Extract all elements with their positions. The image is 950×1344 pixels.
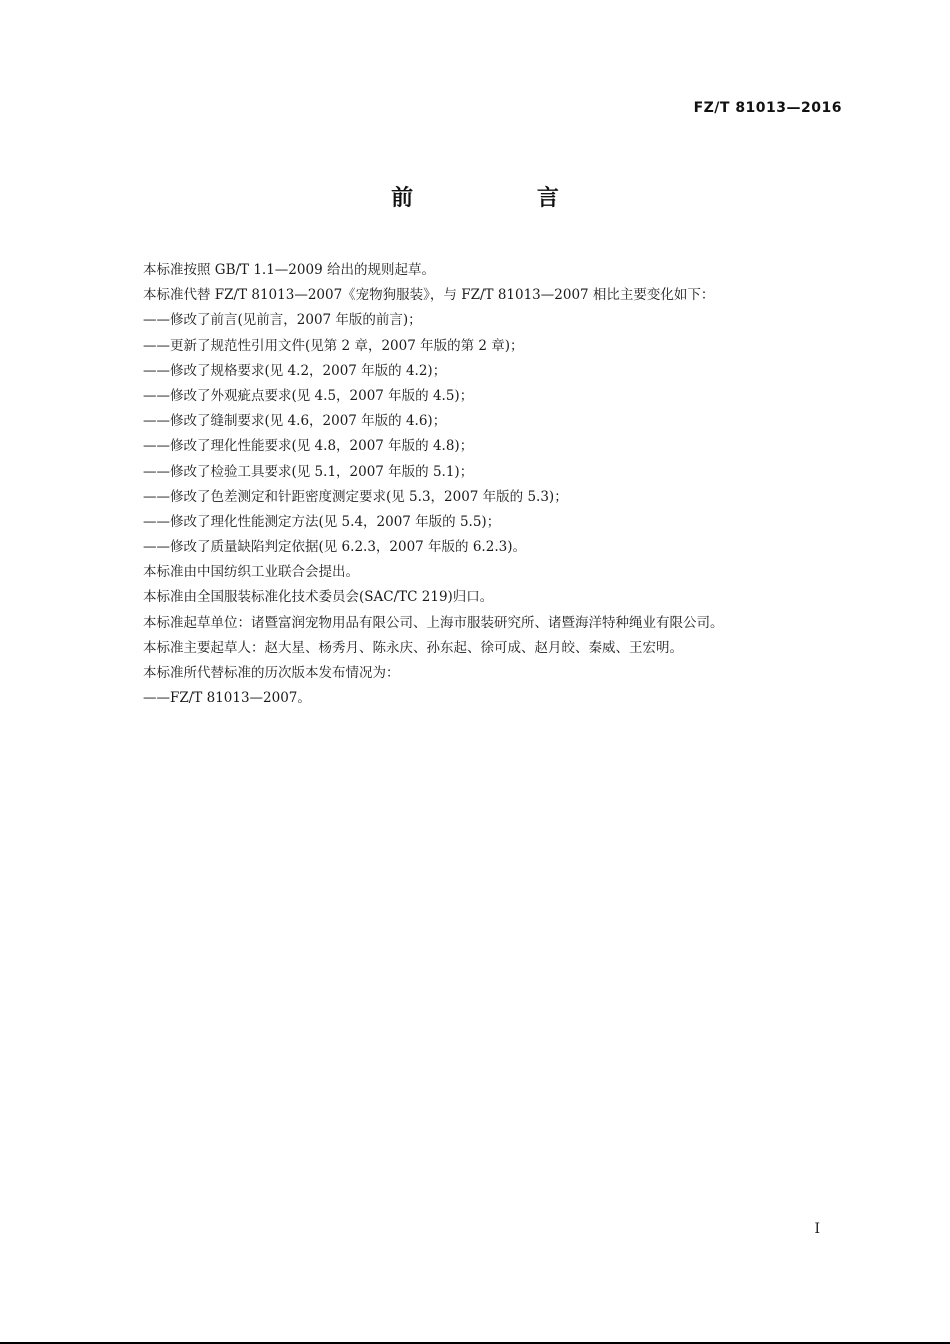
change-item: ——修改了外观疵点要求(见 4.5，2007 年版的 4.5)； xyxy=(143,387,474,404)
foreword-line: 本标准所代替标准的历次版本发布情况为： xyxy=(143,665,400,681)
page-number: I xyxy=(814,1221,820,1237)
foreword-line: 本标准代替 FZ/T 81013—2007《宠物狗服装》，与 FZ/T 81013—2007 相比主要变化如下： xyxy=(143,287,715,304)
foreword-body xyxy=(143,258,843,711)
change-item: ——修改了缝制要求(见 4.6，2007 年版的 4.6)； xyxy=(143,413,447,430)
change-item: ——修改了检验工具要求(见 5.1，2007 年版的 5.1)； xyxy=(143,463,474,480)
foreword-line: 本标准起草单位：诸暨富润宠物用品有限公司、上海市服装研究所、诸暨海洋特种绳业有限公司。 xyxy=(143,614,724,631)
change-item: ——修改了理化性能测定方法(见 5.4，2007 年版的 5.5)； xyxy=(143,513,501,530)
change-item: ——修改了理化性能要求(见 4.8，2007 年版的 4.8)； xyxy=(143,438,474,455)
change-item: ——修改了前言(见前言，2007 年版的前言)； xyxy=(143,312,422,329)
change-item: ——修改了规格要求(见 4.2，2007 年版的 4.2)； xyxy=(143,362,447,379)
foreword-line: 本标准按照 GB/T 1.1—2009 给出的规则起草。 xyxy=(143,262,435,278)
change-item: ——更新了规范性引用文件(见第 2 章，2007 年版的第 2 章)； xyxy=(143,337,524,354)
foreword-line: 本标准由中国纺织工业联合会提出。 xyxy=(143,564,359,581)
foreword-line: 本标准主要起草人：赵大星、杨秀月、陈永庆、孙东起、徐可成、赵月皎、秦威、王宏明。 xyxy=(143,639,683,656)
page-title: 前 言 xyxy=(391,186,617,211)
previous-edition-item: ——FZ/T 81013—2007。 xyxy=(143,690,311,707)
foreword-line: 本标准由全国服装标准化技术委员会(SAC/TC 219)归口。 xyxy=(143,589,494,606)
change-item: ——修改了色差测定和针距密度测定要求(见 5.3，2007 年版的 5.3)； xyxy=(143,488,568,505)
change-item: ——修改了质量缺陷判定依据(见 6.2.3，2007 年版的 6.2.3)。 xyxy=(143,539,526,556)
standard-code: FZ/T 81013—2016 xyxy=(693,100,842,116)
